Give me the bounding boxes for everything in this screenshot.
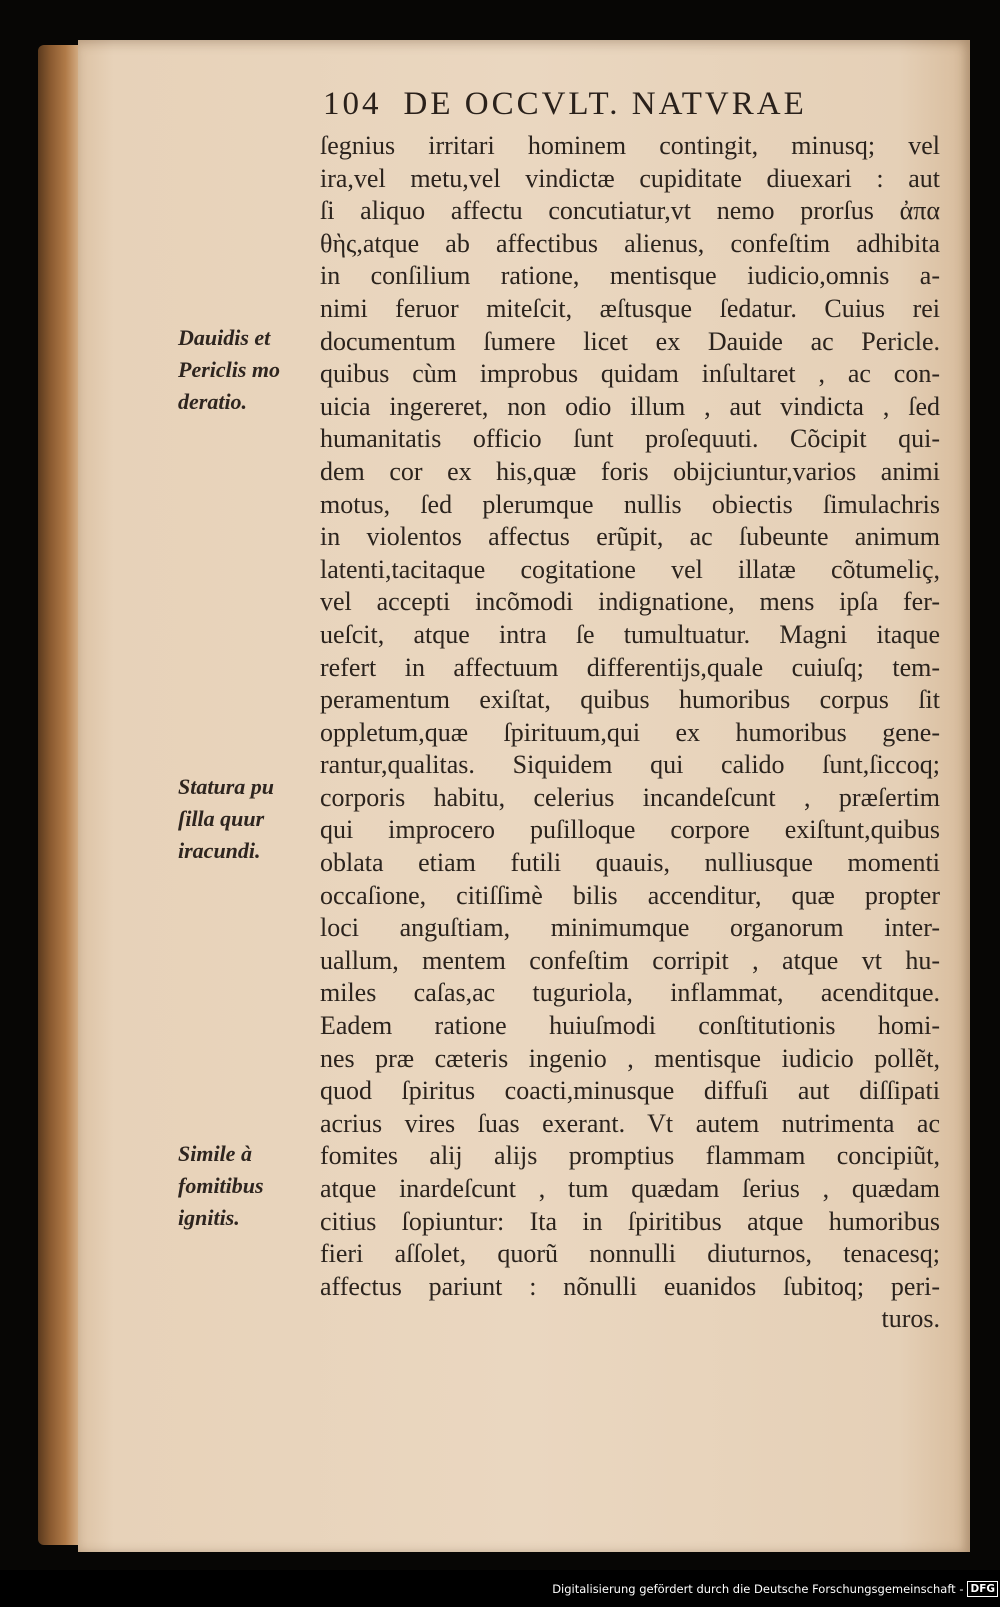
text-line: qui improcero puſilloque corpore exiſtunt,quibus — [320, 815, 940, 845]
running-head — [323, 86, 883, 130]
text-line: in violentos affectus erũpit, ac ſubeunte animum — [320, 522, 940, 552]
text-line: fieri aſſolet, quorũ nonnulli diuturnos, tenacesq; — [320, 1239, 940, 1269]
marginal-note-line: ignitis. — [178, 1205, 240, 1230]
text-line: refert in affectuum differentijs,quale cuiuſq; tem- — [320, 652, 940, 682]
marginal-note-simile — [178, 1138, 320, 1234]
marginal-note-line: Statura pu — [178, 774, 274, 799]
text-line: acrius vires ſuas exerant. Vt autem nutrimenta ac — [320, 1108, 940, 1138]
text-line: ſi aliquo affectu concutiatur,vt nemo prorſus ἀπα — [320, 196, 940, 226]
text-line: motus, ſed plerumque nullis obiectis ſimulachris — [320, 489, 940, 519]
text-line: uicia ingereret, non odio illum , aut vindicta , ſed — [320, 391, 940, 421]
marginal-note-davidis — [178, 322, 320, 418]
text-line: oblata etiam futili quauis, nulliusque momenti — [320, 848, 940, 878]
text-line: documentum ſumere licet ex Dauide ac Pericle. — [320, 326, 940, 356]
text-line: quibus cùm improbus quidam inſultaret , ac con- — [320, 359, 940, 389]
running-title: DE OCCVLT. NATVRAE — [403, 86, 807, 122]
text-line: rantur,qualitas. Siquidem qui calido ſunt,ſiccoq; — [320, 750, 940, 780]
dfg-logo: DFG — [967, 1581, 998, 1597]
text-line: θὴς,atque ab affectibus alienus, confeſtim adhibita — [320, 228, 940, 258]
marginal-note-line: ſilla quur — [178, 806, 265, 831]
text-line: fomites alij alijs promptius flammam concipiũt, — [320, 1141, 940, 1171]
text-line: in conſilium ratione, mentisque iudicio,omnis a- — [320, 261, 940, 291]
text-line: corporis habitu, celerius incandeſcunt , præſertim — [320, 782, 940, 812]
digitization-footer — [552, 1575, 998, 1603]
text-line: latenti,tacitaque cogitatione vel illatæ cõtumeliç, — [320, 554, 940, 584]
body-text — [320, 130, 940, 1336]
text-line: occaſione, citiſſimè bilis accenditur, quæ propter — [320, 880, 940, 910]
catchword: turos. — [881, 1304, 940, 1334]
text-line: atque inardeſcunt , tum quædam ſerius , quædam — [320, 1174, 940, 1203]
text-line: dem cor ex his,quæ foris obijciuntur,varios animi — [320, 456, 940, 486]
marginal-note-line: fomitibus — [178, 1173, 264, 1198]
marginal-note-statura — [178, 771, 320, 867]
marginal-note-line: deratio. — [178, 389, 248, 414]
text-line: Eadem ratione huiuſmodi conſtitutionis homi- — [320, 1011, 940, 1041]
marginal-note-line: Dauidis et — [178, 325, 271, 350]
text-line: oppletum,quæ ſpirituum,qui ex humoribus gene- — [320, 717, 940, 747]
marginal-note-line: iracundi. — [178, 838, 261, 863]
text-line: miles caſas,ac tuguriola, inflammat, acenditque. — [320, 978, 940, 1008]
text-line: humanitatis officio ſunt proſequuti. Cõcipit qui- — [320, 424, 940, 454]
page-number: 104 — [323, 86, 382, 122]
text-line: quod ſpiritus coacti,minusque diffuſi aut diſſipati — [320, 1076, 940, 1106]
marginal-note-line: Simile à — [178, 1141, 252, 1166]
text-line: ira,vel metu,vel vindictæ cupiditate diuexari : aut — [320, 163, 940, 193]
footer-credit: Digitalisierung gefördert durch die Deutsche Forschungsgemeinschaft - — [552, 1582, 964, 1596]
text-line: affectus pariunt : nõnulli euanidos ſubitoq; peri- — [320, 1271, 940, 1301]
text-line: ſegnius irritari hominem contingit, minusq; vel — [320, 131, 940, 160]
text-line: citius ſopiuntur: Ita in ſpiritibus atque humoribus — [320, 1206, 940, 1236]
text-line: vel accepti incõmodi indignatione, mens ipſa fer- — [320, 587, 940, 617]
text-line: uallum, mentem confeſtim corripit , atque vt hu- — [320, 945, 940, 975]
text-line: ueſcit, atque intra ſe tumultuatur. Magni itaque — [320, 619, 940, 649]
text-line: peramentum exiſtat, quibus humoribus corpus ſit — [320, 685, 940, 715]
text-line: nes præ cæteris ingenio , mentisque iudicio pollẽt, — [320, 1043, 940, 1073]
text-line: nimi feruor miteſcit, æſtusque ſedatur. Cuius rei — [320, 293, 940, 323]
text-line: loci anguſtiam, minimumque organorum inter- — [320, 913, 940, 943]
marginal-note-line: Periclis mo — [178, 357, 281, 382]
